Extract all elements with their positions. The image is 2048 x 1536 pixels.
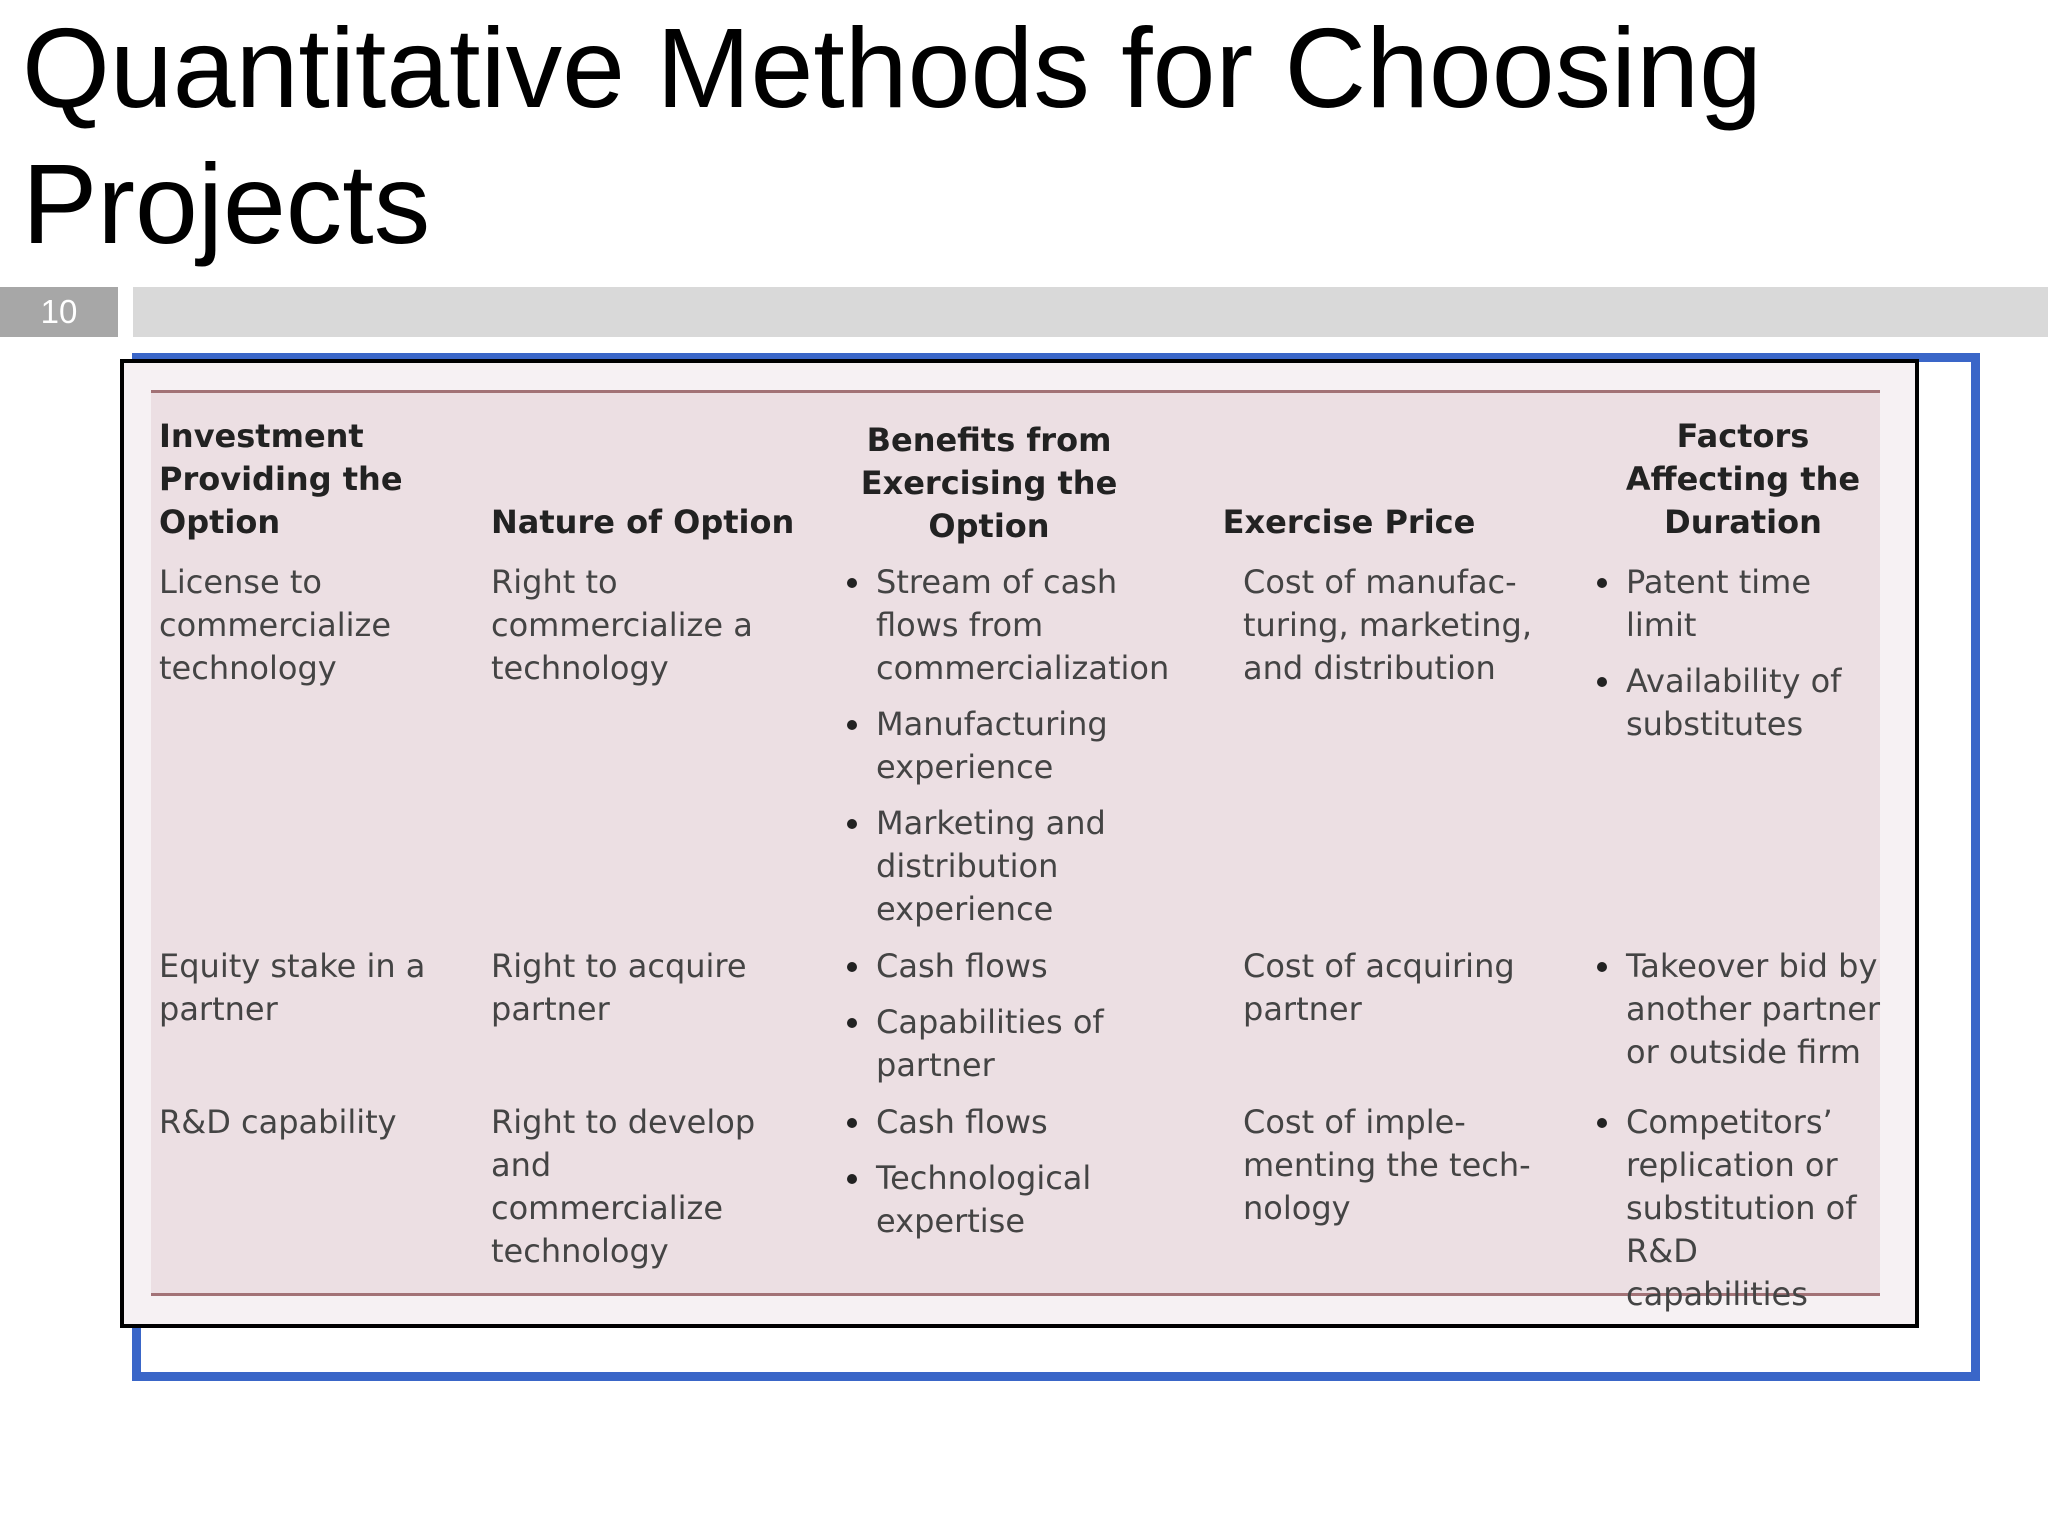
row2-price: Cost of acquiring partner: [1243, 947, 1515, 1028]
row2-nature: Right to acquire partner: [491, 947, 747, 1028]
row3-factors: [1593, 1101, 1883, 1329]
header-investment: Investment Providing the Option: [159, 417, 403, 541]
list-item: Availability of substitutes: [1593, 660, 1883, 746]
row1-investment: License to commercialize technology: [159, 563, 392, 687]
row1-nature: Right to commercialize a technology: [491, 563, 753, 687]
list-item: Cash flows: [843, 945, 1183, 988]
page-number: 10: [0, 287, 118, 337]
row3-price: Cost of imple-menting the tech-nology: [1243, 1103, 1531, 1227]
options-table: [120, 359, 1919, 1328]
list-item: Stream of cash flows from commercialization: [843, 561, 1183, 690]
list-item: Marketing and distribution experience: [843, 802, 1183, 931]
slide-title: Quantitative Methods for Choosing Projects: [22, 5, 1762, 267]
list-item: Cash flows: [843, 1101, 1183, 1144]
list-item: Takeover bid by another partner or outside firm: [1593, 945, 1883, 1074]
row1-price: Cost of manufac-turing, marketing, and distribution: [1243, 563, 1533, 687]
header-nature: Nature of Option: [491, 503, 795, 541]
table-body: [151, 390, 1881, 1313]
header-factors: Factors Affecting the Duration: [1625, 417, 1861, 541]
list-item: Patent time limit: [1593, 561, 1883, 647]
list-item: Competitors’ replication or substitution of R&D capabilities: [1593, 1101, 1883, 1316]
row3-benefits: [843, 1101, 1183, 1256]
list-item: Manufacturing experience: [843, 703, 1183, 789]
row2-investment: Equity stake in a partner: [159, 947, 426, 1028]
row3-nature: Right to develop and commercialize technology: [491, 1103, 756, 1270]
row1-benefits: [843, 561, 1183, 944]
title-divider-band: [133, 287, 2048, 337]
list-item: Capabilities of partner: [843, 1001, 1183, 1087]
row1-factors: [1593, 561, 1883, 759]
row3-investment: R&D capability: [159, 1103, 397, 1141]
header-benefits: Benefits from Exercising the Option: [860, 421, 1118, 545]
row2-factors: [1593, 945, 1883, 1087]
header-exercise-price: Exercise Price: [1222, 503, 1476, 541]
list-item: Technological expertise: [843, 1157, 1183, 1243]
row2-benefits: [843, 945, 1183, 1100]
